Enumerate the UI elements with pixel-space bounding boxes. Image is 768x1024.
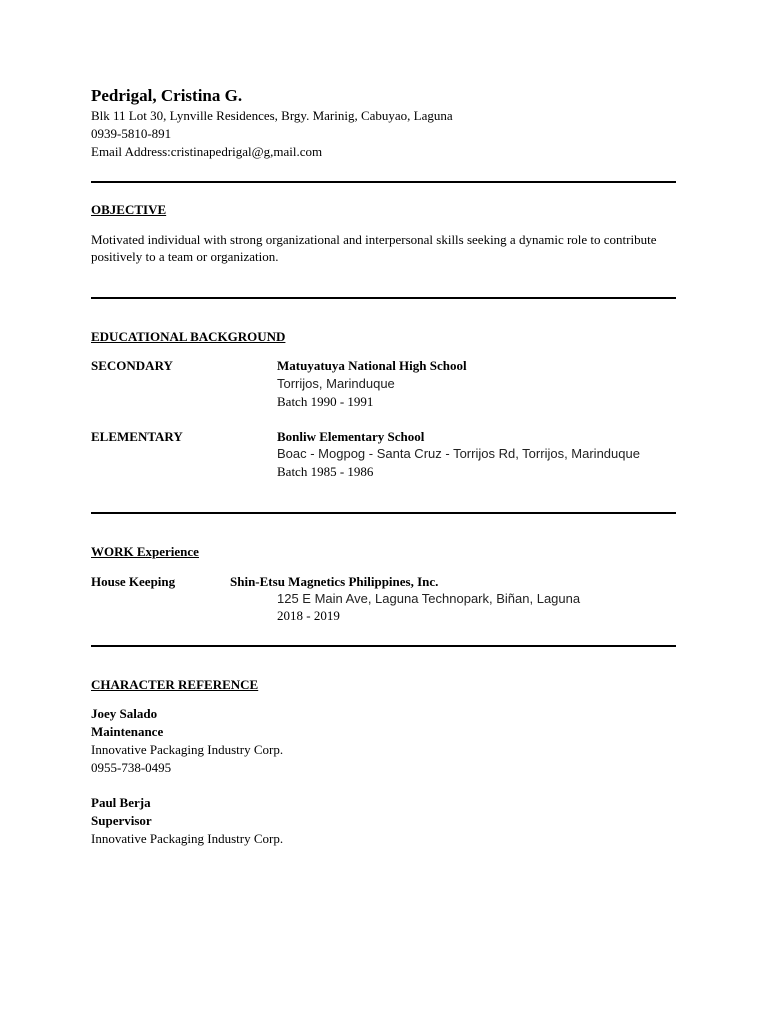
education-location: Boac - Mogpog - Santa Cruz - Torrijos Rd, Torrijos, Marinduque xyxy=(277,446,640,461)
applicant-address: Blk 11 Lot 30, Lynville Residences, Brgy. Marinig, Cabuyao, Laguna xyxy=(91,108,453,123)
work-heading: WORK Experience xyxy=(91,544,199,559)
applicant-phone: 0939-5810-891 xyxy=(91,126,172,141)
work-years: 2018 - 2019 xyxy=(277,608,340,623)
education-batch: Batch 1990 - 1991 xyxy=(277,394,374,409)
objective-text: Motivated individual with strong organizational and interpersonal skills seeking a dynamic role to contribute positively to a team or organization. xyxy=(91,232,657,264)
education-location: Torrijos, Marinduque xyxy=(277,376,395,391)
work-company: Shin-Etsu Magnetics Philippines, Inc. xyxy=(230,574,439,589)
reference-company: Innovative Packaging Industry Corp. xyxy=(91,831,284,846)
reference-company: Innovative Packaging Industry Corp. xyxy=(91,742,284,757)
applicant-email: Email Address:cristinapedrigal@g,mail.com xyxy=(91,144,323,159)
reference-title: Supervisor xyxy=(91,813,152,828)
section-divider xyxy=(91,181,676,183)
section-divider xyxy=(91,645,676,647)
education-level: ELEMENTARY xyxy=(91,429,183,444)
work-position: House Keeping xyxy=(91,574,176,589)
education-level: SECONDARY xyxy=(91,358,173,373)
references-heading: CHARACTER REFERENCE xyxy=(91,677,259,692)
section-divider xyxy=(91,297,676,299)
reference-name: Paul Berja xyxy=(91,795,151,810)
work-address: 125 E Main Ave, Laguna Technopark, Biñan, Laguna xyxy=(277,591,581,606)
applicant-name: Pedrigal, Cristina G. xyxy=(91,86,243,105)
education-heading: EDUCATIONAL BACKGROUND xyxy=(91,329,286,344)
reference-title: Maintenance xyxy=(91,724,164,739)
education-batch: Batch 1985 - 1986 xyxy=(277,464,374,479)
education-school: Bonliw Elementary School xyxy=(277,429,425,444)
education-school: Matuyatuya National High School xyxy=(277,358,467,373)
objective-heading: OBJECTIVE xyxy=(91,202,167,217)
reference-name: Joey Salado xyxy=(91,706,158,721)
section-divider xyxy=(91,512,676,514)
reference-phone: 0955-738-0495 xyxy=(91,760,172,775)
